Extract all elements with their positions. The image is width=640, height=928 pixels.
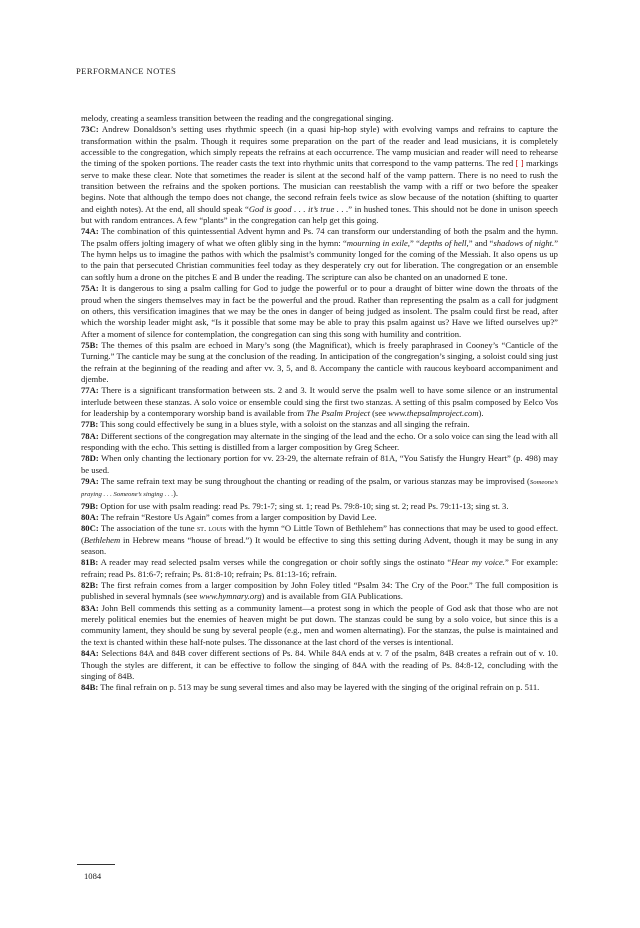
- note-text: Bethlehem: [83, 534, 121, 545]
- note-80a: [81, 512, 558, 523]
- note-text: Option for use with psalm reading: read Ps. 79:1-7; sing st. 1; read Ps. 79:8-10; sing st. 2; read Ps. 79:11-13; sing st. 3.: [98, 500, 509, 511]
- note-text: It is dangerous to sing a psalm calling for God to judge the powerful or to pour a draught of bitter wine down the throats of the proud when the singers themselves may in fact be the powerful and the proud. Rather than representing the psalm as a call for judgment on others, this versification imagines that we may be the ones in danger of being judged as insolent. The psalm could first be read, after which the worship leader might ask, “Is it possible that some may be able to pray this psalm against us? Have we lifted ourselves up?” After a moment of silence for contemplation, the congregation can sing this song with humility and contrition.: [81, 283, 558, 339]
- note-text: [ ]: [515, 158, 524, 169]
- note-code: 77A:: [81, 385, 99, 396]
- note-code: 81B:: [81, 557, 99, 568]
- note-code: 79A:: [81, 476, 99, 486]
- note-81b: [81, 557, 558, 580]
- performance-notes-body: [81, 113, 558, 694]
- note-text: The final refrain on p. 513 may be sung several times and also may be layered with the singing of the original refrain on p. 511.: [98, 682, 540, 693]
- note-text: melody, creating a seamless transition between the reading and the congregational singing.: [81, 113, 394, 123]
- note-code: 80A:: [81, 512, 99, 523]
- note-text: This song could effectively be sung in a blues style, with a soloist on the stanzas and all singing the refrain.: [98, 419, 470, 430]
- note-text: There is a significant transformation between sts. 2 and 3. It would serve the psalm well to have some silence or an instrumental interlude between these stanzas. A solo voice or ensemble could sing the first two stanzas. A setting of this psalm composed by Eelco Vos for leadership by a contemporary worship band is available from: [81, 385, 558, 418]
- note-code: 77B:: [81, 419, 99, 430]
- note-80c: [81, 523, 558, 557]
- note-text: ” “: [409, 237, 420, 248]
- note-text: The themes of this psalm are echoed in Mary’s song (the Magnificat), which is freely paraphrased in Cooney’s “Canticle of the Turning.” The canticle may be sung at the conclusion of the reading. In anticipation of the congregation’s singing, a soloist could sing just the refrain at the beginning of the reading and after vv. 3, 5, and 8. Accompany the canticle with raucous keyboard accompaniment and djembe.: [81, 339, 558, 384]
- note-code: 79B:: [81, 500, 99, 511]
- note-code: 80C:: [81, 523, 99, 534]
- note-text: shadows of night.: [493, 237, 555, 248]
- note-78d: [81, 453, 558, 476]
- note-73c: [81, 124, 558, 226]
- note-text: www.hymnary.org: [199, 591, 262, 602]
- note-text: The first refrain comes from a larger composition by John Foley titled “Psalm 34: The Cry of the Poor.” The full composition is published in several hymnals (see: [81, 580, 558, 602]
- note-text: God is good . . . it’s true . . .: [248, 203, 349, 214]
- note-text: mourning in exile,: [346, 237, 410, 248]
- note-text: Someone’s praying . . . Someone’s singing . . .: [81, 479, 558, 499]
- note-text: ) and is available from GIA Publications.: [261, 591, 403, 602]
- note-text: The refrain “Restore Us Again” comes from a larger composition by David Lee.: [98, 512, 377, 523]
- note-text: Hear my voice.: [451, 557, 505, 568]
- note-text: The association of the tune: [98, 523, 197, 534]
- note-text: depths of hell,: [419, 237, 469, 248]
- note-text: ” The hymn helps us to imagine the pathos with which the psalmist’s community longed for the coming of the Messiah. It also opens us up to the pain that persecuted Christian communities feel today as they desperately cry out for liberation. The congregation or an ensemble can softly hum a drone on the pitches E and B under the reading. The scripture can also be chanted on an unadorned E tone.: [81, 237, 559, 282]
- note-code: 82B:: [81, 580, 99, 591]
- note-79b: [81, 501, 558, 512]
- running-head: PERFORMANCE NOTES: [76, 66, 177, 76]
- note-text: ).: [478, 407, 484, 418]
- note-77a: [81, 385, 558, 419]
- note-text: st. louis: [196, 523, 227, 534]
- note-79a: [81, 476, 558, 501]
- note-code: 84A:: [81, 648, 99, 659]
- note-code: 83A:: [81, 602, 99, 613]
- note-75a: [81, 283, 558, 340]
- note-78a: [81, 431, 558, 454]
- note-text: with the hymn “O Little Town of Bethlehem” has connections that may be used to good effect. (: [81, 523, 558, 545]
- note-code: 84B:: [81, 682, 99, 693]
- note-text: Different sections of the congregation may alternate in the singing of the lead and the echo. Or a solo voice can sing the lead with all responding with the echo. This setting is distilled from a larger composition by Greg Scheer.: [81, 430, 558, 452]
- note-code: 73C:: [81, 124, 99, 135]
- note-text: ” and “: [468, 237, 494, 248]
- note-text: The Psalm Project: [306, 407, 370, 418]
- note-text: John Bell commends this setting as a community lament—a protest song in which the people of God ask that those who are not merely political enemies but the enemies of heaven might be put down. The stanzas could be sung by a solo voice, but since this is a community lament, they should be sung by several people (e.g., men and women alternating). For the stanzas, the pulse is maintained and the text is chanted within these half-note pulses. The dissonance at the last chord of the verses is intentional.: [81, 602, 558, 647]
- note-text: (see: [369, 407, 389, 418]
- note-text: ” in hushed tones. This should not be done in unison speech but with random entrances. A few “plants” in the congregation can help get this going.: [81, 203, 558, 226]
- note-84a: [81, 648, 558, 682]
- note-code: 78D:: [81, 453, 99, 464]
- note-text: The same refrain text may be sung throughout the chanting or reading of the psalm, or various stanzas may be improvised (: [98, 476, 530, 486]
- note-code: 75B:: [81, 339, 99, 350]
- note-text: ).: [173, 488, 179, 499]
- note-text: When only chanting the lectionary portion for vv. 23-29, the alternate refrain of 81A, “You Satisfy the Hungry Heart” (p. 498) may be used.: [81, 453, 558, 475]
- note-continuation: [81, 113, 558, 124]
- note-code: 75A:: [81, 283, 99, 294]
- footer-rule: [77, 864, 115, 865]
- note-84b: [81, 682, 558, 693]
- note-code: 78A:: [81, 430, 99, 441]
- note-82b: [81, 580, 558, 603]
- note-text: A reader may read selected psalm verses while the congregation or choir softly sings the ostinato “: [98, 557, 452, 568]
- note-text: in Hebrew means “house of bread.”) It would be effective to sing this setting during Advent, though it may be sung in any season.: [81, 534, 558, 557]
- note-code: 74A:: [81, 226, 99, 237]
- note-75b: [81, 340, 558, 385]
- note-83a: [81, 603, 558, 648]
- note-text: Selections 84A and 84B cover different sections of Ps. 84. While 84A ends at v. 7 of the psalm, 84B creates a refrain out of v. 10. Though the styles are different, it can be effective to follow the singing of 84A with the reading of Ps. 84:8-12, concluding with the singing of 84B.: [81, 648, 558, 681]
- page-number: 1084: [84, 871, 102, 881]
- note-text: Andrew Donaldson’s setting uses rhythmic speech (in a quasi hip-hop style) with evolving vamps and refrains to capture the transformation within the psalm. Though it requires some preparation on the part of the reader and lead musicians, it is completely accessible to the congregation, which simply repeats the refrains at each occurrence. The vamp musician and reader will need to rehearse the timing of the spoken portions. The reader casts the text into rhythmic units that correspond to the vamp patterns. The red: [81, 124, 558, 169]
- note-text: markings serve to make these clear. Note that sometimes the reader is silent at the second half of the vamp pattern. There is no need to rush the transition between the refrains and the spoken portions. The musician can reestablish the vamp with a riff or two before the speaker begins. Note that although the tempo does not change, the second refrain feels twice as slow because of the notation (shifting to quarter and eighth notes). At the end, all should speak “: [81, 158, 558, 214]
- note-text: ” For example: refrain; read Ps. 81:6-7; refrain; Ps. 81:8-10; refrain; Ps. 81:13-16; refrain.: [81, 557, 558, 579]
- note-74a: [81, 226, 558, 283]
- note-text: www.thepsalmproject.com: [388, 407, 479, 418]
- note-77b: [81, 419, 558, 430]
- note-text: The combination of this quintessential Advent hymn and Ps. 74 can transform our understanding of both the psalm and the hymn. The psalm offers jolting imagery of what we often glibly sing in the hymn: “: [81, 226, 558, 248]
